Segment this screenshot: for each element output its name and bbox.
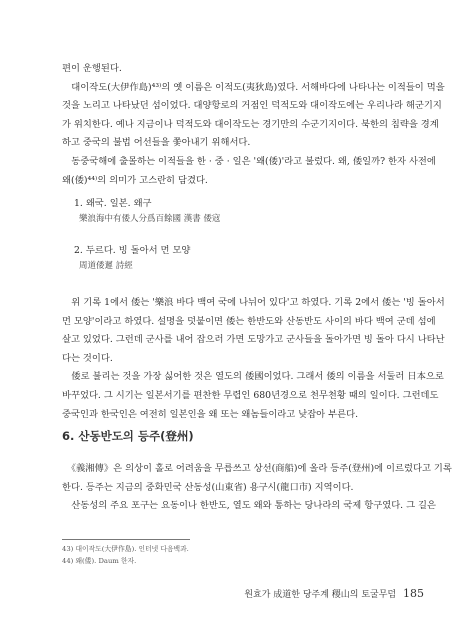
text-line: 대이작도(大伊作島)⁴³⁾의 옛 이름은 이적도(夷狄島)였다. 서해바다에 나타나는 이적들이 먹을 <box>62 81 445 93</box>
text-line: 다는 것이다. <box>62 352 113 364</box>
definition-item-1-source: 樂浪海中有倭人分爲百餘國 漢書 倭寇 <box>79 214 221 224</box>
text-line: 것을 노리고 나타났던 섬이었다. 대양항로의 거점인 덕적도와 대이작도에는 우리나라 해군기지 <box>62 100 442 112</box>
footnote-44: 44) 왜(倭). Daum 한자. <box>62 557 137 565</box>
footnote-43: 43) 대이작도(大伊作島). 인터넷 다음백과. <box>62 545 189 553</box>
text-line: 하고 중국의 불법 어선들을 쫓아내기 위해서다. <box>62 137 251 149</box>
text-line: 왜(倭)⁴⁴⁾의 의미가 고스란히 담겼다. <box>62 174 208 186</box>
text-line: 한다. 등주는 지금의 중화민국 산동성(山東省) 용구시(龍口市) 지역이다. <box>62 481 354 493</box>
text-line: 산동성의 주요 포구는 요동이나 한반도, 열도 왜와 통하는 당나라의 국제 항구였다. 그 길은 <box>62 500 436 512</box>
definition-item-2-source: 周道倭遲 詩經 <box>79 261 133 271</box>
page-number: 185 <box>403 587 424 600</box>
page-footer <box>244 587 424 600</box>
running-title: 원효가 成道한 당주계 稷山의 토굴무덤 <box>244 590 397 600</box>
text-line: 가 위치한다. 예나 지금이나 덕적도와 대이작도는 경기만의 수군기지이다. 북한의 침략을 경계 <box>62 118 439 130</box>
text-line: 동중국해에 출몰하는 이적들을 한 · 중 · 일은 '왜(倭)'라고 불렀다. 왜, 倭일까? 한자 사전에 <box>62 155 436 167</box>
text-line: 중국인과 한국인은 여전히 일본인을 왜 또는 왜놈들이라고 낮잡아 부른다. <box>62 408 359 420</box>
footnote-divider <box>62 539 190 540</box>
text-line: 《義湘傳》은 의상이 홀로 어려움을 무릅쓰고 상선(商船)에 올라 등주(登州)에 이르렀다고 기록 <box>62 463 452 474</box>
text-line: 바꾸었다. 그 시기는 일본서기를 편찬한 무렵인 680년경으로 천무천황 때의 일이다. 그런데도 <box>62 389 439 401</box>
text-line: 倭로 불리는 것을 가장 싫어한 것은 열도의 倭國이었다. 그래서 倭의 이름을 서둘러 日本으로 <box>62 371 444 383</box>
text-line: 살고 있었다. 그런데 군사를 내어 잡으러 가면 도망가고 군사들을 돌아가면 빙 돌아 다시 나타난 <box>62 334 445 346</box>
text-line: 편이 운행된다. <box>62 63 122 74</box>
paragraph-analysis <box>62 294 445 424</box>
paragraph-dengzhou <box>62 460 452 516</box>
section-heading: 6. 산동반도의 등주(登州) <box>62 429 194 443</box>
definition-item-1: 1. 왜국. 일본. 왜구 <box>74 198 152 209</box>
paragraph-intro <box>62 60 445 190</box>
text-line: 위 기록 1에서 倭는 '樂浪 바다 백여 국에 나뉘어 있다'고 하였다. 기록 2에서 倭는 '빙 돌아서 <box>62 297 445 308</box>
definition-item-2: 2. 두르다. 빙 돌아서 먼 모양 <box>74 245 191 256</box>
text-line: 먼 모양'이라고 하였다. 설명을 덧붙이면 倭는 한반도와 산동반도 사이의 바다 백여 군데 섬에 <box>62 315 436 327</box>
